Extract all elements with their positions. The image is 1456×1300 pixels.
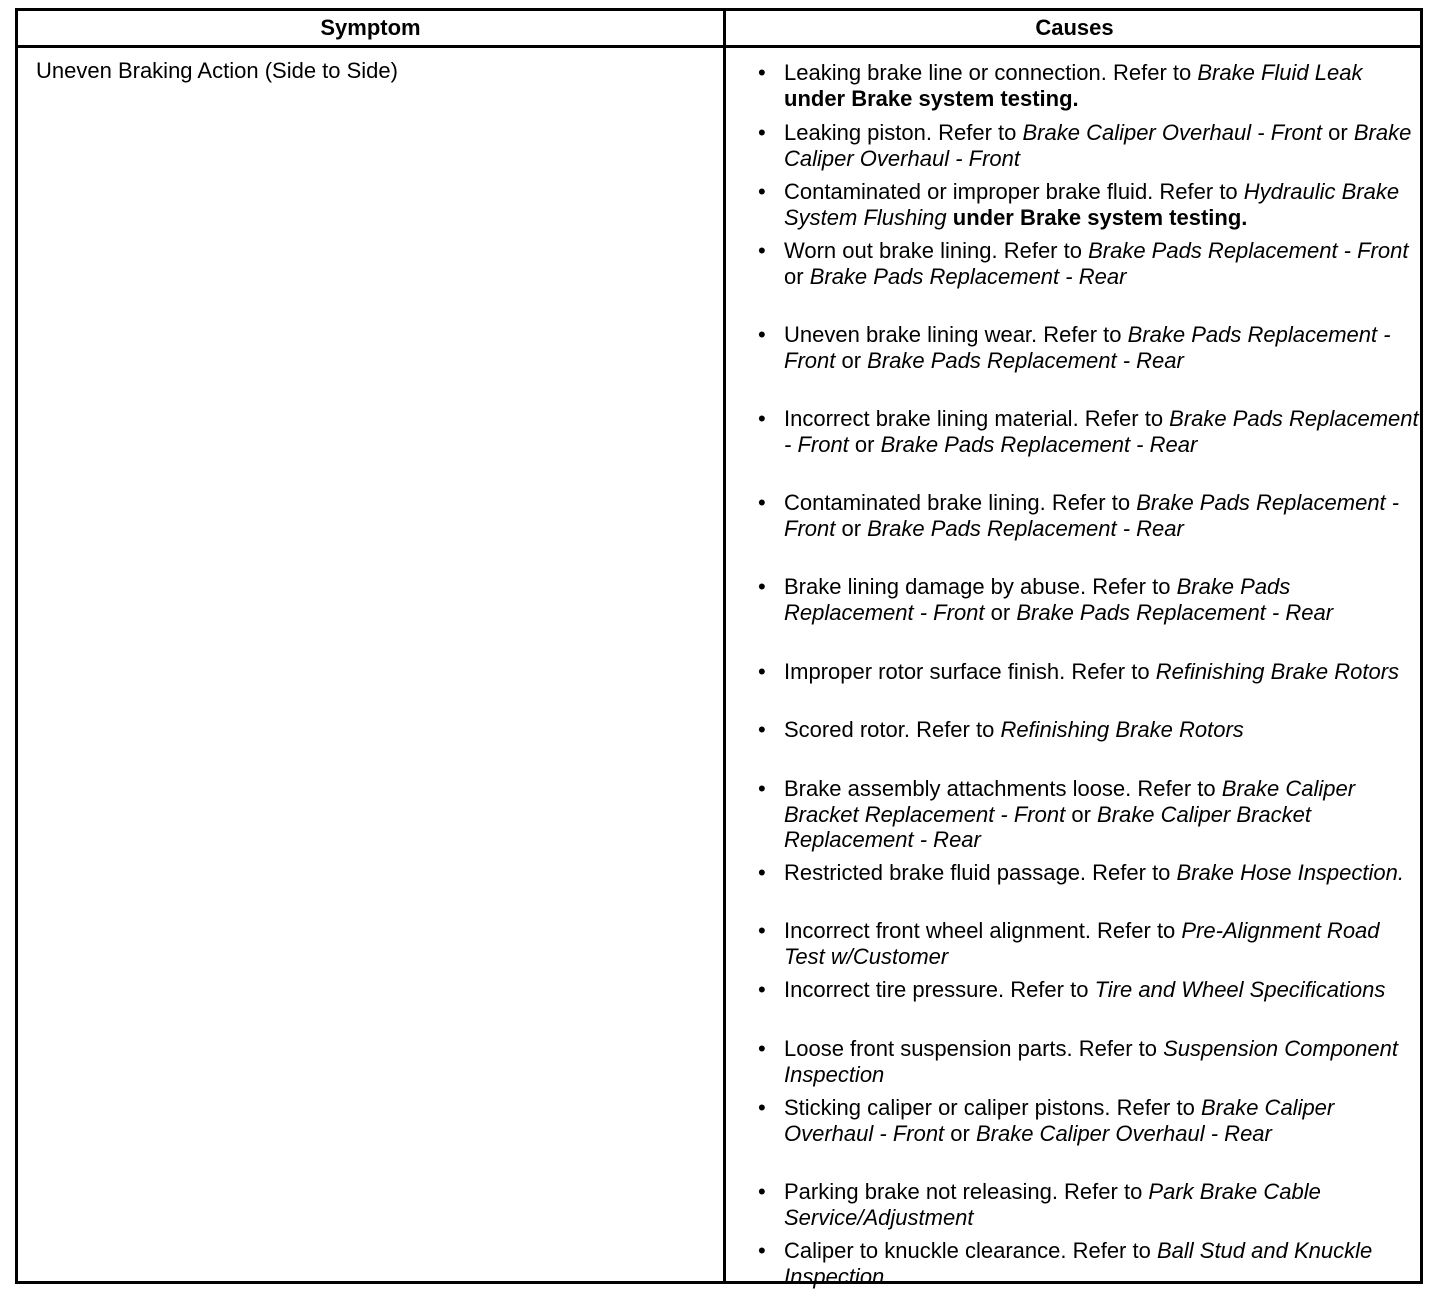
cause-text bbox=[784, 776, 1424, 853]
symptom-causes-table bbox=[15, 8, 1423, 1289]
cause-text bbox=[784, 490, 1424, 541]
reference-link-text: Suspension Component Inspection bbox=[784, 1036, 1398, 1087]
cause-text bbox=[784, 1036, 1424, 1087]
cause-text bbox=[784, 1179, 1424, 1230]
reference-link-text: Brake Caliper Overhaul - Front bbox=[1022, 120, 1323, 145]
cause-text-part: Contaminated or improper brake fluid. Refer to bbox=[784, 179, 1244, 204]
reference-link-text: Refinishing Brake Rotors bbox=[1155, 659, 1400, 684]
reference-link-text: Brake Pads Replacement - Front bbox=[784, 406, 1419, 457]
cause-text-part: Worn out brake lining. Refer to bbox=[784, 238, 1089, 263]
bullet-icon: • bbox=[758, 977, 766, 1002]
cause-text-part: Loose front suspension parts. Refer to bbox=[784, 1036, 1164, 1061]
cause-text-part: Caliper to knuckle clearance. Refer to bbox=[784, 1238, 1157, 1263]
bullet-icon: • bbox=[758, 1095, 766, 1120]
reference-link-text: Brake Caliper Overhaul - Rear bbox=[975, 1120, 1272, 1146]
reference-context-text: under Brake system testing. bbox=[952, 204, 1248, 230]
reference-link-text: Brake Pads Replacement - Front bbox=[784, 490, 1400, 541]
reference-link-text: Ball Stud and Knuckle Inspection bbox=[784, 1238, 1373, 1289]
bullet-icon: • bbox=[758, 860, 766, 885]
cause-text-part: or bbox=[944, 1120, 976, 1146]
reference-link-text: Brake Pads Replacement - Front bbox=[784, 322, 1391, 373]
reference-link-text: Brake Hose Inspection. bbox=[1176, 860, 1404, 885]
cause-text-part: or bbox=[1322, 120, 1354, 145]
cause-text-part: or bbox=[835, 515, 868, 541]
header-divider bbox=[18, 45, 1420, 48]
cause-text bbox=[784, 659, 1424, 685]
cause-text-part: Contaminated brake lining. Refer to bbox=[784, 490, 1137, 515]
reference-link-text: Refinishing Brake Rotors bbox=[1000, 717, 1244, 742]
cause-text-part: Parking brake not releasing. Refer to bbox=[784, 1179, 1149, 1204]
bullet-icon: • bbox=[758, 776, 766, 801]
reference-link-text: Hydraulic Brake System Flushing bbox=[784, 179, 1400, 230]
bullet-icon: • bbox=[758, 60, 766, 85]
reference-link-text: Brake Pads Replacement - Rear bbox=[809, 263, 1127, 289]
cause-text-part: Incorrect tire pressure. Refer to bbox=[784, 977, 1095, 1002]
bullet-icon: • bbox=[758, 179, 766, 204]
symptom-text: Uneven Braking Action (Side to Side) bbox=[36, 58, 398, 83]
cause-text-part: Leaking brake line or connection. Refer to bbox=[784, 60, 1198, 85]
bullet-icon: • bbox=[758, 1179, 766, 1204]
cause-text bbox=[784, 322, 1424, 373]
cause-text-part: Uneven brake lining wear. Refer to bbox=[784, 322, 1128, 347]
reference-link-text: Pre-Alignment Road Test w/Customer bbox=[784, 918, 1380, 969]
bullet-icon: • bbox=[758, 918, 766, 943]
cause-text-part: Brake assembly attachments loose. Refer to bbox=[784, 776, 1222, 801]
reference-link-text: Tire and Wheel Specifications bbox=[1094, 977, 1386, 1002]
bullet-icon: • bbox=[758, 322, 766, 347]
cause-text-part: or bbox=[984, 599, 1017, 625]
bullet-icon: • bbox=[758, 406, 766, 431]
reference-link-text: Brake Pads Replacement - Front bbox=[1088, 238, 1409, 263]
cause-text-part: Brake lining damage by abuse. Refer to bbox=[784, 574, 1177, 599]
reference-link-text: Park Brake Cable Service/Adjustment bbox=[784, 1179, 1321, 1230]
cause-text bbox=[784, 60, 1424, 111]
reference-link-text: Brake Caliper Overhaul - Front bbox=[784, 1095, 1335, 1146]
reference-link-text: Brake Pads Replacement - Rear bbox=[867, 515, 1184, 541]
reference-link-text: Brake Caliper Bracket Replacement - Front bbox=[784, 776, 1356, 827]
reference-context-text: under Brake system testing. bbox=[784, 85, 1079, 111]
bullet-icon: • bbox=[758, 1036, 766, 1061]
bullet-icon: • bbox=[758, 717, 766, 742]
cause-text-part: Scored rotor. Refer to bbox=[784, 717, 1001, 742]
bullet-icon: • bbox=[758, 490, 766, 515]
reference-link-text: Brake Caliper Overhaul - Front bbox=[784, 120, 1412, 171]
reference-link-text: Brake Pads Replacement - Rear bbox=[867, 347, 1184, 373]
cause-text-part: Sticking caliper or caliper pistons. Refer to bbox=[784, 1095, 1201, 1120]
cause-text-part: Restricted brake fluid passage. Refer to bbox=[784, 860, 1177, 885]
cause-text bbox=[784, 574, 1424, 625]
cause-text bbox=[784, 238, 1424, 289]
cause-text-part: or bbox=[848, 431, 881, 457]
cause-text bbox=[784, 860, 1424, 886]
cause-text-part: or bbox=[784, 263, 810, 289]
bullet-icon: • bbox=[758, 120, 766, 145]
cause-text-part: Improper rotor surface finish. Refer to bbox=[784, 659, 1156, 684]
bullet-icon: • bbox=[758, 238, 766, 263]
cause-text bbox=[784, 717, 1424, 743]
cause-text-part: or bbox=[1065, 801, 1098, 827]
cause-text bbox=[784, 179, 1424, 230]
reference-link-text: Brake Fluid Leak bbox=[1197, 60, 1363, 85]
cause-text-part: or bbox=[835, 347, 868, 373]
header-symptom: Symptom bbox=[320, 15, 421, 40]
reference-link-text: Brake Caliper Bracket Replacement - Rear bbox=[784, 801, 1312, 852]
reference-link-text: Brake Pads Replacement - Rear bbox=[1016, 599, 1334, 625]
bullet-icon: • bbox=[758, 659, 766, 684]
cause-text bbox=[784, 406, 1424, 457]
cause-text bbox=[784, 120, 1424, 171]
bullet-icon: • bbox=[758, 574, 766, 599]
cause-text-part: Incorrect front wheel alignment. Refer to bbox=[784, 918, 1182, 943]
column-divider bbox=[723, 11, 726, 1281]
reference-link-text: Brake Pads Replacement - Front bbox=[784, 574, 1291, 625]
cause-text bbox=[784, 977, 1424, 1003]
bullet-icon: • bbox=[758, 1238, 766, 1263]
reference-link-text: Brake Pads Replacement - Rear bbox=[880, 431, 1198, 457]
cause-text bbox=[784, 918, 1424, 969]
header-causes: Causes bbox=[1035, 15, 1114, 40]
cause-text-part: Incorrect brake lining material. Refer to bbox=[784, 406, 1170, 431]
cause-text bbox=[784, 1238, 1424, 1289]
cause-text bbox=[784, 1095, 1424, 1146]
cause-text-part: Leaking piston. Refer to bbox=[784, 120, 1023, 145]
